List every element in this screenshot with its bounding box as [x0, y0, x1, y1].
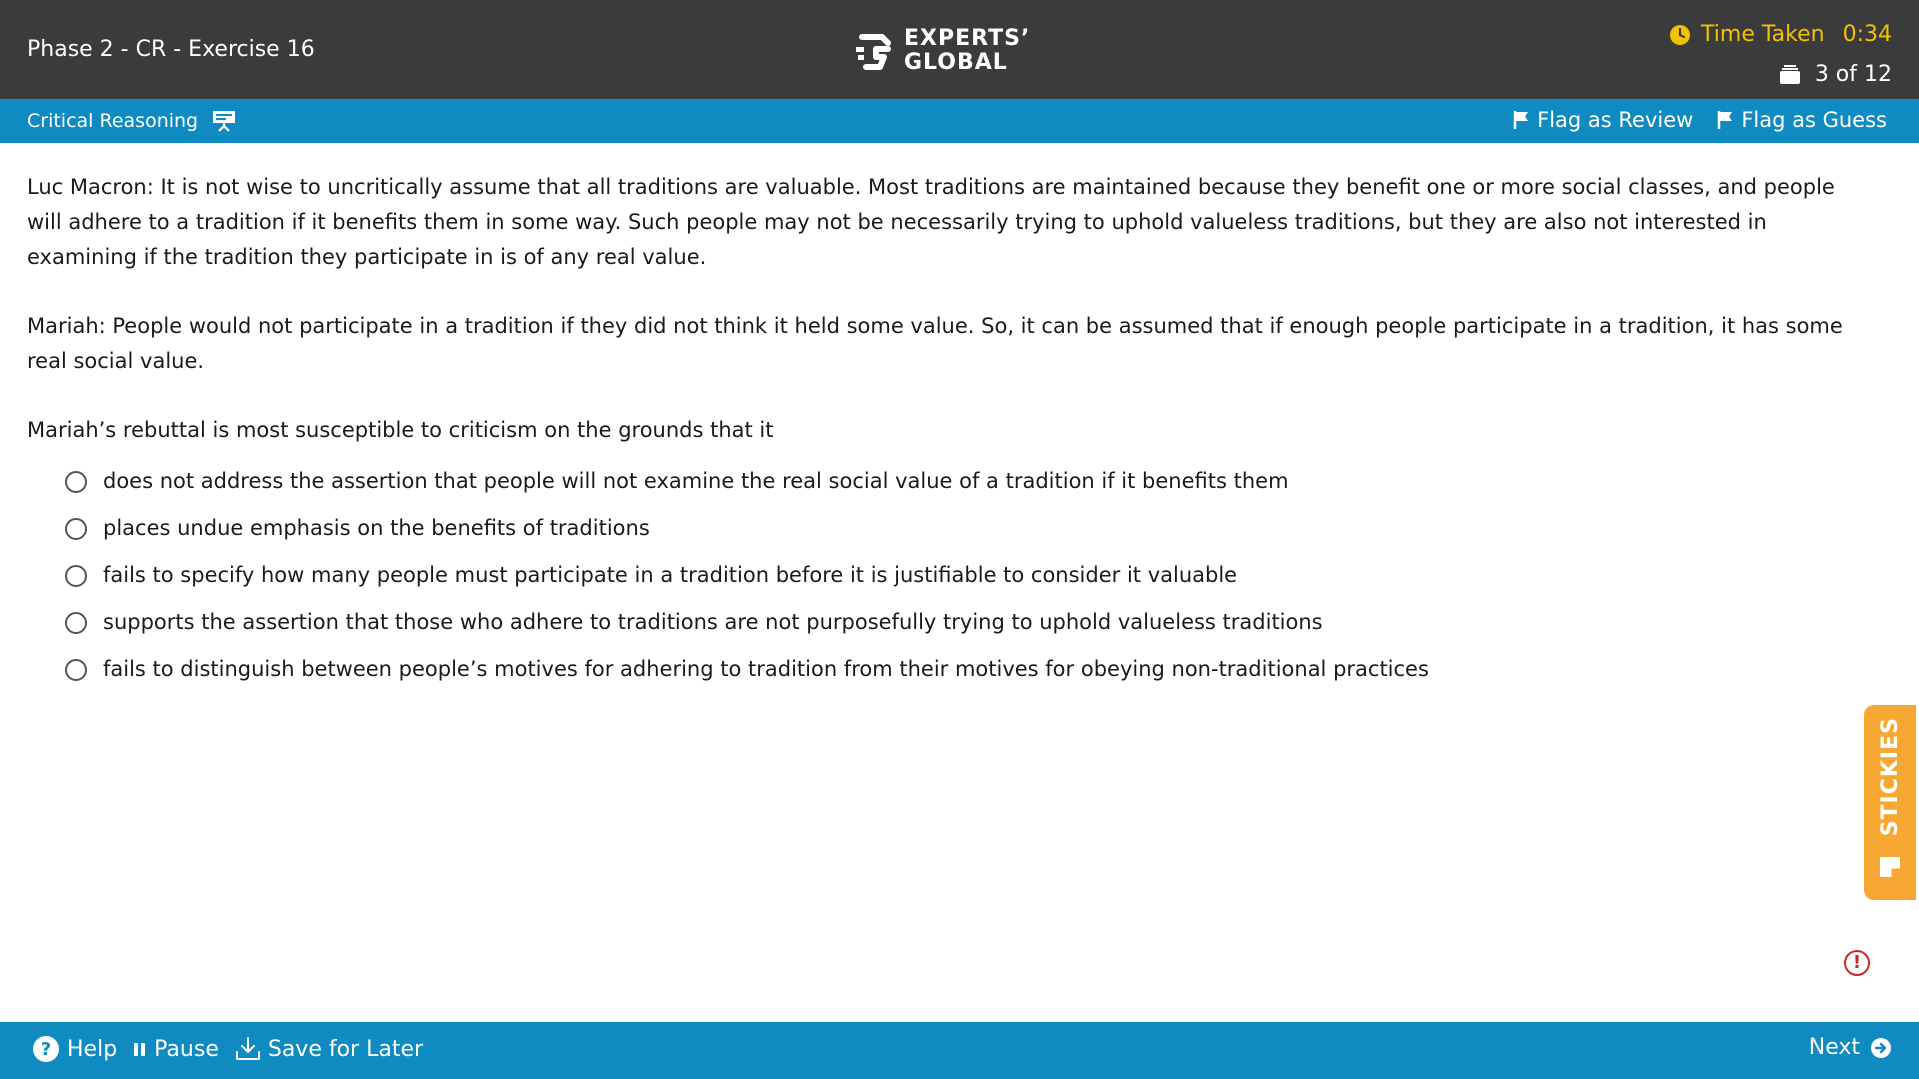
pause-button[interactable] [133, 1037, 219, 1062]
question-counter [1779, 62, 1892, 87]
logo-line-2: GLOBAL [904, 50, 1008, 75]
answer-option-text: places undue emphasis on the benefits of traditions [103, 516, 650, 540]
answer-option[interactable] [65, 646, 1857, 693]
next-label: Next [1808, 1035, 1860, 1060]
arrow-right-icon [1870, 1037, 1892, 1059]
radio-button[interactable] [65, 518, 87, 540]
experts-global-logo [854, 26, 1030, 76]
save-for-later-label: Save for Later [267, 1036, 424, 1062]
flag-icon [1513, 110, 1529, 130]
sticky-note-icon [1877, 854, 1903, 880]
question-counter-text: 3 of 12 [1814, 62, 1892, 87]
pause-label: Pause [154, 1036, 219, 1062]
timer-value: 0:34 [1842, 22, 1892, 47]
answer-option[interactable] [65, 599, 1857, 646]
timer-label: Time Taken [1701, 22, 1825, 47]
help-button[interactable] [32, 1035, 117, 1063]
exercise-title: Phase 2 - CR - Exercise 16 [27, 37, 315, 62]
radio-button[interactable] [65, 612, 87, 634]
next-button[interactable] [1809, 1035, 1892, 1060]
answer-options [27, 458, 1857, 693]
section-title-group [27, 110, 236, 132]
flag-as-review-button[interactable] [1513, 108, 1693, 132]
svg-text:?: ? [40, 1039, 52, 1060]
answer-option[interactable] [65, 552, 1857, 599]
save-for-later-button[interactable] [235, 1036, 423, 1062]
answer-option-text: fails to specify how many people must participate in a tradition before it is justifiable to consider it valuable [103, 563, 1238, 587]
answer-option-text: fails to distinguish between people’s motives for adhering to tradition from their motives for obeying non-traditional practices [103, 657, 1429, 681]
bottom-toolbar [0, 1022, 1919, 1079]
help-icon [32, 1035, 60, 1063]
section-title: Critical Reasoning [27, 110, 199, 132]
top-header [0, 0, 1919, 99]
help-label: Help [67, 1036, 118, 1062]
section-bar [0, 99, 1919, 143]
logo-line-1: EXPERTS’ [904, 26, 1031, 51]
flag-controls [1513, 108, 1887, 132]
flag-as-guess-button[interactable] [1717, 108, 1887, 132]
radio-button[interactable] [65, 471, 87, 493]
download-icon [235, 1036, 261, 1062]
clock-icon [1669, 24, 1691, 46]
question-stem: Mariah’s rebuttal is most susceptible to criticism on the grounds that it [27, 418, 774, 442]
stickies-tab[interactable] [1864, 705, 1916, 900]
answer-option-text: supports the assertion that those who adhere to traditions are not purposefully trying to uphold valueless traditions [103, 610, 1323, 634]
pause-icon [133, 1041, 147, 1057]
flag-as-review-label: Flag as Review [1537, 108, 1694, 132]
timer [1669, 22, 1892, 47]
passage-mariah: Mariah: People would not participate in a tradition if they did not think it held some value. So, it can be assumed that if enough people participate in a tradition, it has some real social value. [27, 314, 1843, 373]
stack-icon [1779, 65, 1801, 85]
passage-luc-macron: Luc Macron: It is not wise to uncritically assume that all traditions are valuable. Most traditions are maintained because they benefit one or more social classes, and people will adhere to a tradition if it benefits them in some way. Such people may not be necessarily trying to uphold valueless traditions, but they are also not interested in examining if the tradition they participate in is of any real value. [27, 175, 1835, 269]
flag-icon [1717, 110, 1733, 130]
answer-option[interactable] [65, 505, 1857, 552]
radio-button[interactable] [65, 565, 87, 587]
answer-option[interactable] [65, 458, 1857, 505]
question-content [27, 170, 1857, 693]
answer-option-text: does not address the assertion that people will not examine the real social value of a tradition if it benefits them [103, 469, 1289, 493]
flag-as-guess-label: Flag as Guess [1741, 108, 1887, 132]
whiteboard-icon[interactable] [212, 110, 236, 132]
stickies-label: STICKIES [1877, 716, 1903, 836]
radio-button[interactable] [65, 659, 87, 681]
logo-mark-icon [854, 29, 894, 73]
report-issue-icon[interactable]: ! [1844, 950, 1870, 976]
